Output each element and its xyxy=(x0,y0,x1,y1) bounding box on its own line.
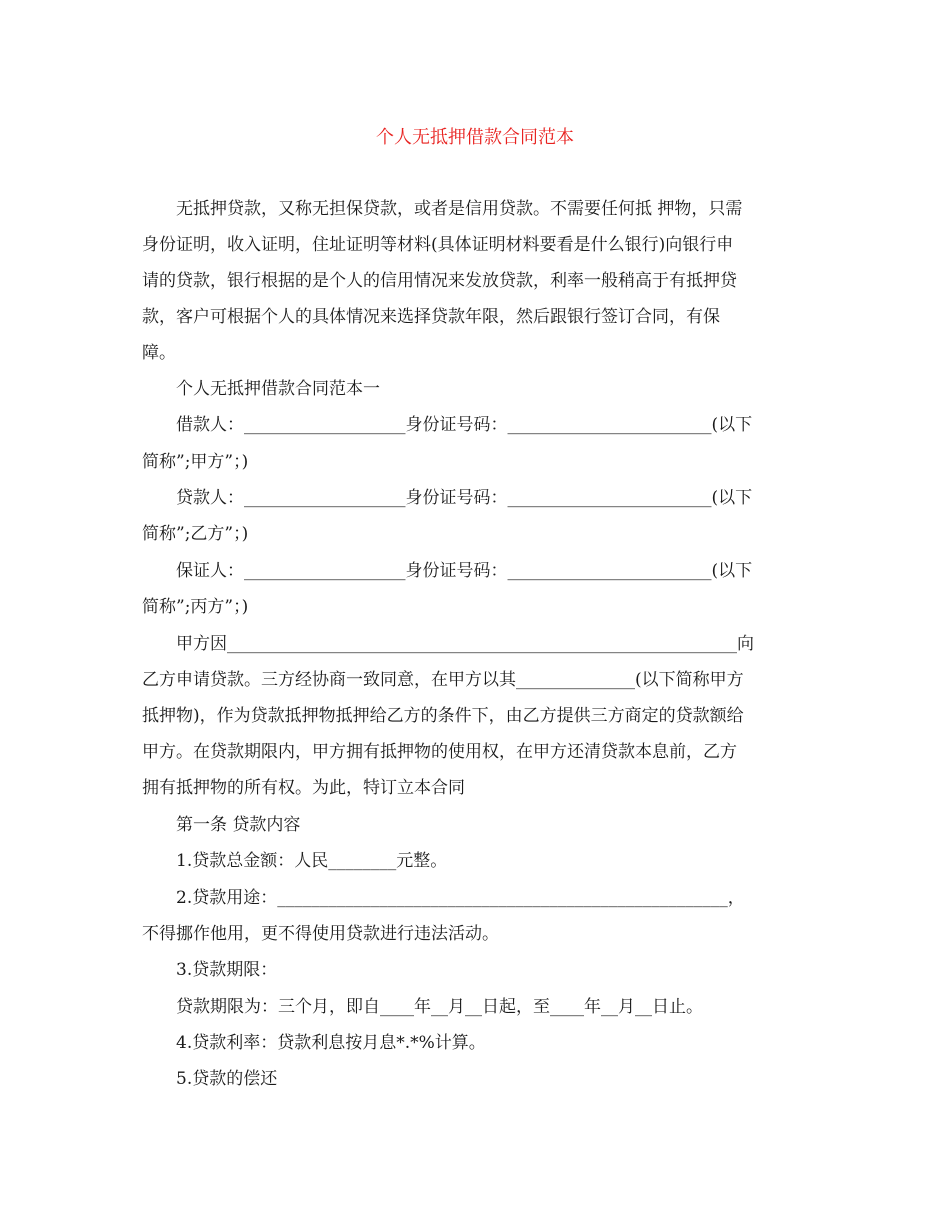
clause-amount: 1.贷款总金额：人民________元整。 xyxy=(176,851,448,871)
body-line-3: 抵押物)，作为贷款抵押物抵押给乙方的条件下，由乙方提供三方商定的贷款额给 xyxy=(142,706,744,726)
article-one-heading: 第一条 贷款内容 xyxy=(176,815,301,835)
clause-rate: 4.贷款利率：贷款利息按月息*.*%计算。 xyxy=(176,1033,486,1053)
clause-purpose: 2.贷款用途：_____________________________________________________， xyxy=(176,888,745,908)
clause-repayment: 5.贷款的偿还 xyxy=(176,1069,278,1089)
clause-purpose-cont: 不得挪作他用，更不得使用贷款进行违法活动。 xyxy=(142,924,499,944)
section-heading: 个人无抵押借款合同范本一 xyxy=(176,379,380,399)
intro-line-4: 款，客户可根据个人的具体情况来选择贷款年限，然后跟银行签订合同，有保 xyxy=(142,307,720,327)
lender-alias: 简称”;乙方”；) xyxy=(142,524,249,544)
body-line-4: 甲方。在贷款期限内，甲方拥有抵押物的使用权，在甲方还清贷款本息前，乙方 xyxy=(142,742,737,762)
intro-line-1: 无抵押贷款，又称无担保贷款，或者是信用贷款。不需要任何抵 押物，只需 xyxy=(176,199,743,219)
document-title: 个人无抵押借款合同范本 xyxy=(376,127,574,148)
intro-line-5: 障。 xyxy=(142,343,176,363)
borrower-line: 借款人：___________________身份证号码：________________________(以下 xyxy=(176,415,753,435)
intro-line-3: 请的贷款，银行根据的是个人的信用情况来发放贷款，利率一般稍高于有抵押贷 xyxy=(142,271,737,291)
guarantor-line: 保证人：___________________身份证号码：________________________(以下 xyxy=(176,561,753,581)
body-line-5: 拥有抵押物的所有权。为此，特订立本合同 xyxy=(142,778,465,798)
clause-term: 3.贷款期限： xyxy=(176,960,278,980)
body-line-1: 甲方因____________________________________________________________向 xyxy=(176,634,754,654)
body-line-2: 乙方申请贷款。三方经协商一致同意，在甲方以其______________(以下简称甲方 xyxy=(142,670,744,690)
borrower-alias: 简称”;甲方”；) xyxy=(142,452,249,472)
clause-term-detail: 贷款期限为：三个月，即自____年__月__日起，至____年__月__日止。 xyxy=(176,997,703,1017)
intro-line-2: 身份证明，收入证明，住址证明等材料(具体证明材料要看是什么银行)向银行申 xyxy=(142,235,734,255)
lender-line: 贷款人：___________________身份证号码：________________________(以下 xyxy=(176,488,753,508)
guarantor-alias: 简称”;丙方”；) xyxy=(142,597,249,617)
